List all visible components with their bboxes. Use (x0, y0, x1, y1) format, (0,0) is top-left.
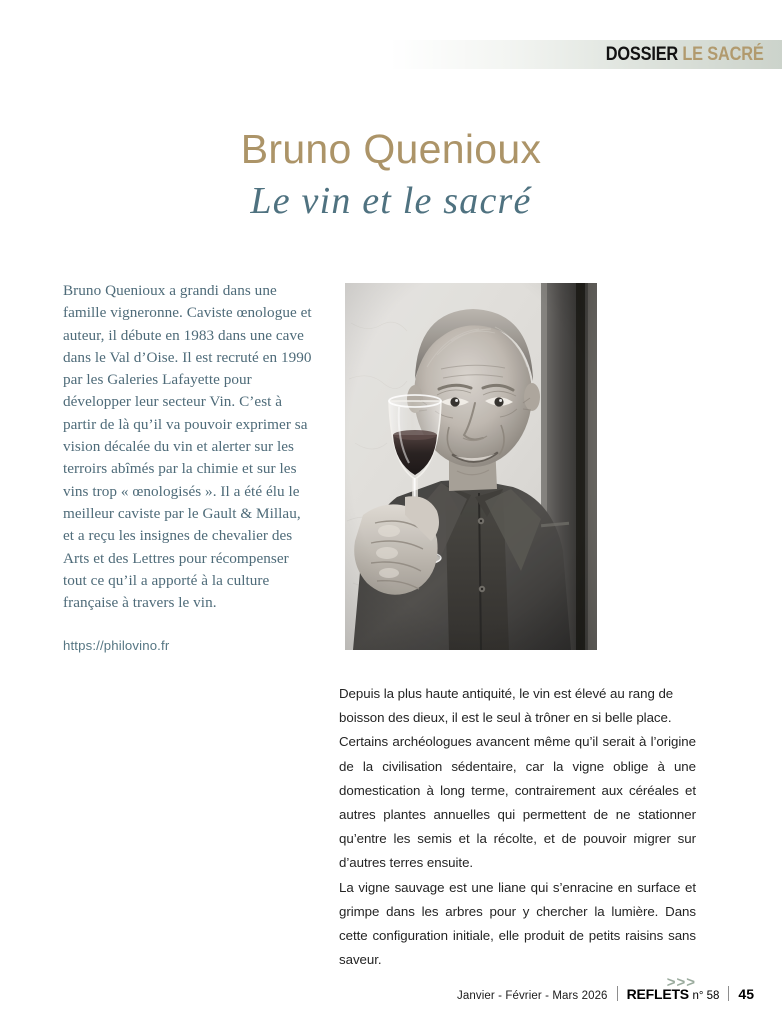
footer-page-number: 45 (738, 986, 754, 1002)
footer-magazine-name: REFLETS (626, 986, 689, 1002)
footer-divider (617, 986, 618, 1001)
article-body-column (339, 682, 696, 991)
rubric (606, 44, 764, 66)
article-paragraph: La vigne sauvage est une liane qui s’enracine en surface et grimpe dans les arbres pour y chercher la lumière. Dans cette configuration initiale, elle produit de petits raisins sans saveur. (339, 879, 696, 968)
footer-magazine (627, 986, 720, 1002)
page-title: Bruno Quenioux (240, 126, 542, 172)
rubric-section-label: DOSSIER (606, 43, 679, 65)
page-subtitle: Le vin et le sacré (250, 180, 532, 222)
footer-divider (728, 986, 729, 1001)
biography-column (63, 280, 315, 655)
portrait-photo (345, 283, 597, 650)
biography-text: Bruno Quenioux a grandi dans une famille vigneronne. Caviste œnologue et auteur, il débute en 1983 dans une cave dans le Val d’Oise. Il est recruté en 1990 par les Galeries Lafayette pour développer leur secteur Vin. C’est à partir de là qu’il va pouvoir exprimer sa vision décalée du vin et alerter sur les terroirs abîmés par la chimie et sur les vins trop « œnologisés ». Il a été élu le meilleur caviste par le Gault & Millau, et a reçu les insignes de chevalier des Arts et des Lettres pour récompenser tout ce qu’il a apporté à la culture française à travers le vin. (63, 282, 312, 612)
header-rubric-band (390, 40, 782, 69)
article-paragraph: Depuis la plus haute antiquité, le vin est élevé au rang de boisson des dieux, il est le seul à trôner en si belle place. (339, 686, 674, 726)
page-footer (457, 984, 754, 1002)
article-paragraph: Certains archéologues avancent même qu’il serait à l’origine de la civilisation sédentaire, car la vigne oblige à une domestication à long terme, contrairement aux céréales et autres plantes annuelles qui permettent de ne stationner qu’entre les semis et la récolte, et de pouvoir migrer sur d’autres terres ensuite. (339, 734, 696, 871)
continuation-marker: >>> (666, 974, 696, 992)
footer-issue-date: Janvier - Février - Mars 2026 (457, 990, 608, 1002)
footer-issue-number: n° 58 (692, 990, 720, 1002)
article-title-block (0, 126, 782, 226)
website-link[interactable]: https://philovino.fr (63, 638, 170, 654)
rubric-theme-label: LE SACRÉ (682, 43, 764, 65)
